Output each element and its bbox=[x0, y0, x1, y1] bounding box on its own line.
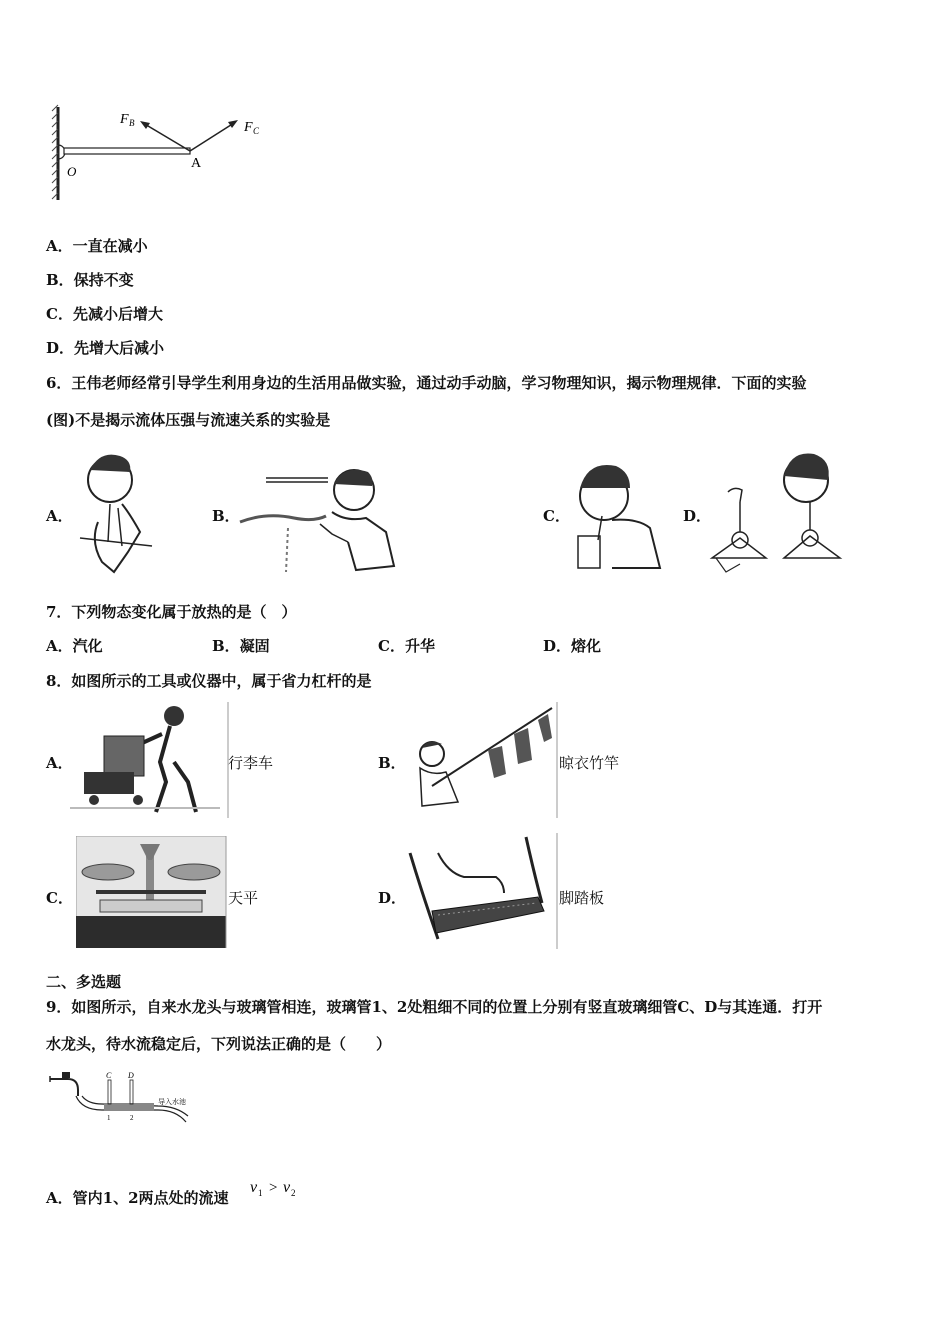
q6-option-a-label: A． bbox=[46, 507, 73, 525]
q8-caption-b: 晾衣竹竿 bbox=[559, 754, 620, 772]
q5-label-fb-sub: B bbox=[129, 118, 135, 128]
q8-caption-d: 脚踏板 bbox=[559, 889, 605, 907]
q8-option-a-label: A． bbox=[46, 754, 73, 772]
formula-v1: v bbox=[250, 1179, 258, 1196]
q7-option-d: D．熔化 bbox=[543, 637, 602, 655]
formula-v2-sub: 2 bbox=[291, 1188, 296, 1198]
q8-option-d-label: D． bbox=[378, 889, 407, 907]
q5-option-a: A．一直在减小 bbox=[46, 237, 148, 255]
q5-label-fc: F bbox=[244, 120, 253, 135]
q6-image-b bbox=[236, 462, 401, 580]
q8-stem: 8．如图所示的工具或仪器中，属于省力杠杆的是 bbox=[46, 672, 372, 690]
q7-option-a: A．汽化 bbox=[46, 637, 103, 655]
q9-fig-label-1: 1 bbox=[107, 1114, 111, 1122]
q9-tap-figure bbox=[46, 1066, 196, 1128]
q9-stem-line2: 水龙头，待水流稳定后，下列说法正确的是（ ） bbox=[46, 1035, 392, 1053]
formula-gt: > bbox=[269, 1180, 278, 1196]
q6-stem-line1: 6．王伟老师经常引导学生利用身边的生活用品做实验，通过动手动脑，学习物理知识，揭示物理规律．下面的实验 bbox=[46, 374, 807, 392]
q7-option-b: B．凝固 bbox=[212, 637, 270, 655]
q8-image-c bbox=[76, 836, 228, 948]
q6-option-d-label: D． bbox=[683, 507, 712, 525]
q5-option-d: D．先增大后减小 bbox=[46, 339, 165, 357]
q5-label-fc-sub: C bbox=[253, 126, 260, 136]
q9-fig-label-c: C bbox=[106, 1071, 112, 1080]
q6-option-b-label: B． bbox=[212, 507, 240, 525]
q5-label-fb: F bbox=[120, 112, 129, 127]
formula-v2: v bbox=[283, 1179, 291, 1196]
q5-label-o: O bbox=[67, 164, 77, 179]
q7-option-c: C．升华 bbox=[378, 637, 435, 655]
section2-heading: 二、多选题 bbox=[46, 973, 122, 991]
q6-image-d bbox=[706, 446, 850, 576]
q6-image-c bbox=[568, 456, 668, 574]
q5-option-c: C．先减小后增大 bbox=[46, 305, 163, 323]
q5-label-a: A bbox=[191, 156, 202, 171]
q9-fig-label-d: D bbox=[128, 1071, 134, 1080]
q5-option-b: B．保持不变 bbox=[46, 271, 134, 289]
q5-lever-figure bbox=[40, 95, 280, 210]
q8-caption-c: 天平 bbox=[228, 889, 259, 907]
q9-option-a: A．管内1、2两点处的流速 bbox=[46, 1189, 229, 1207]
q9-fig-note: 导入水池 bbox=[158, 1098, 186, 1106]
q6-option-c-label: C． bbox=[543, 507, 570, 525]
formula-v1-sub: 1 bbox=[258, 1188, 263, 1198]
q8-image-d bbox=[408, 833, 560, 949]
q6-stem-line2: (图)不是揭示流体压强与流速关系的实验是 bbox=[46, 411, 331, 429]
q8-option-c-label: C． bbox=[46, 889, 73, 907]
q8-option-b-label: B． bbox=[378, 754, 406, 772]
q8-image-a bbox=[70, 702, 230, 818]
q9-stem-line1: 9．如图所示，自来水龙头与玻璃管相连，玻璃管1、2处粗细不同的位置上分别有竖直玻璃细管C、D与其连通．打开 bbox=[46, 998, 823, 1016]
q8-image-b bbox=[402, 702, 560, 818]
q9-option-a-formula bbox=[248, 1176, 308, 1204]
q7-stem: 7．下列物态变化属于放热的是（ ） bbox=[46, 603, 297, 621]
q8-caption-a: 行李车 bbox=[228, 754, 274, 772]
q9-fig-label-2: 2 bbox=[130, 1114, 134, 1122]
q6-image-a bbox=[70, 442, 160, 582]
